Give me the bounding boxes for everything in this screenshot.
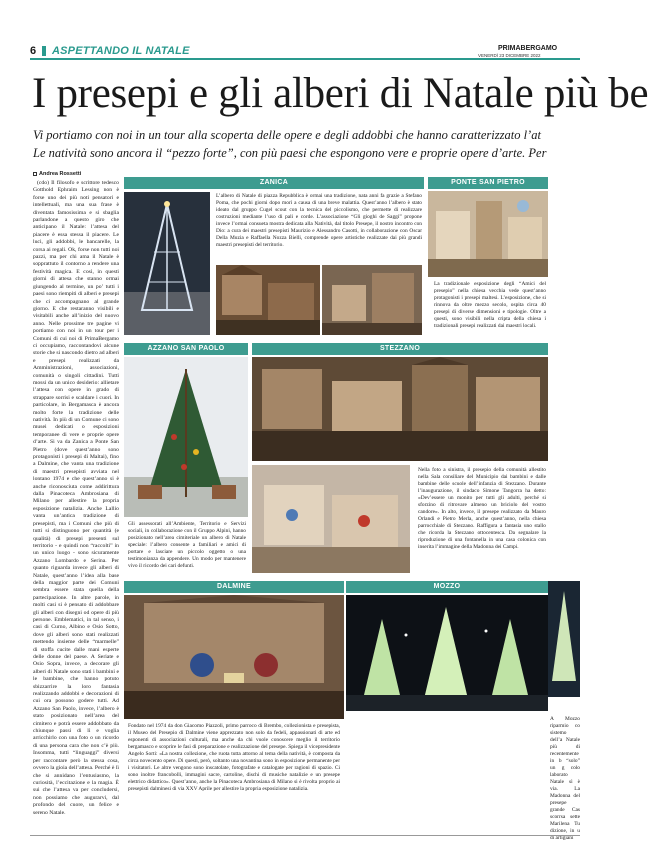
azzano-title: AZZANO SAN PAOLO [124, 343, 248, 355]
byline-author: Andrea Rossetti [39, 171, 82, 177]
ponte-box [428, 177, 548, 337]
byline [33, 171, 81, 177]
mozzo-box [346, 581, 548, 833]
mozzo-title: MOZZO [346, 581, 548, 593]
stezzano-text: Nella foto a sinistra, il presepio della comunità allestito nella Sala consiliare del Municipio dai bambini e dalle bambine delle scuole dell’infanzia di Stezzano. Durante l’inaugurazione, il sindaco Simone Tangorra ha detto: «Dev’essere un monito per tutti gli adulti, perché si sforzino di ritrovare almeno un briciolo del vostro candore». In alto, invece, il presepe realizzato da Mauro Orlandi e Pietro Merla, anche quest’anno, nella chiesa parrocchiale di Stezzano. Raffigura a fantasia uno stallo che ricorda la Stezzano ottocentesca. Da segnalare la riproduzione di una fontanella in una casa colonica con inserita l’immagine della Madonna dei Campi. [418, 467, 546, 550]
zanica-text: L’albero di Natale di piazza Repubblica è ormai una tradizione, nata anni fa grazie a Stefano Poma, che pochi giorni dopo morì a causa di una breve malattia. Quest’anno l’albero è stato ideato dal gruppo Cugel scout con la tecnica del piccolismo, che permette di realizzare costruzioni mediante l’uso di pali e corde. L’associazione “Gli gioghi de Saggi” propone invece l’ormai consueta mostra dedicata alla Natività, dal titolo Presepe, il nostro incontro con Dio: a cura dei maestri presepisti Maurizio e Alessandro Casotti, in collaborazione con Oscar Della Muzia e Raffaella Nozza Bielli, comprende opere artistiche realizzate dai più grandi maestri presepisti del territorio. [216, 193, 422, 248]
ponte-text: La tradizionale esposizione degli “Amici del presepio” nella chiesa vecchia vede quest’anno protagonisti i presepi maltesi. L’esposizione, che si rinnova da oltre mezzo secolo, ospita circa 40 presepi di diverse dimensioni e tipologie. Oltre a questi, sono visibili nella cripta della chiesa i tradizionali presepi realizzati dai maestri locali. [434, 281, 546, 329]
subhead-line-1: Vi portiamo con noi in un tour alla scoperta delle opere e degli addobbi che hanno caratterizzato l’at [33, 128, 541, 142]
zanica-presepe-photo-2 [322, 265, 422, 335]
footer-rule [30, 835, 580, 836]
byline-square-icon [33, 172, 37, 176]
ponte-title: PONTE SAN PIETRO [428, 177, 548, 189]
mozzo-text: A Mozzo riparmio co sistemo dell’a Natale più di recentemente in b “solo” un g colo laborato Natale sì è via. La Madonna del presepe grande Cas scorrsa sette Marilena Tu dizione, in u di artigiani [550, 716, 580, 841]
stezzano-presepe-photo-kids [252, 465, 410, 573]
zanica-box [124, 177, 424, 337]
section-title: ASPETTANDO IL NATALE [52, 45, 190, 57]
header-rule [30, 58, 580, 60]
dalmine-text: Fondato nel 1974 da don Giacomo Piazzoli, primo parroco di Brembo, collezionista e presepista, il Museo del Presepio di Dalmine viene apprezzato non solo da fedeli, appassionati di arte ed esponenti di associazioni culturali, ma anche da chi vuole conoscere meglio il territorio bergamasco e scoprire le fasi di preparazione e realizzazione del presepe. Spiega il vicepresidente Angelo Sorti: «La nostra collezione, che ruota tutta attorno al tema della natività, è composta da circa novecento opere. Di questi, però, soltanto una novantina sono in esposizione permanente per i visitatori. Le altre vengono sono inscatolate, fotografate e catalogate per ragioni di spazio. Ci sono inoltre francobolli, immagini sacre, cartoline, dischi di musiche natalizie e un presepe elettrico didattico». Quest’anno, anche la Pinacoteca Ambrosiana di Milano si è rivolta proprio ai presepisti dalminesi di via XXV Aprile per allestire la propria esposizione natalizia. [128, 723, 340, 792]
stezzano-title: STEZZANO [252, 343, 548, 355]
zanica-tree-photo [124, 192, 210, 335]
section-marker [42, 46, 46, 56]
mozzo-lights-photo [346, 595, 548, 711]
zanica-presepe-photo-1 [216, 265, 320, 335]
azzano-text: Gli assessorati all’Ambiente, Territorio e Servizi sociali, in collaborazione con il Gruppo Alpini, hanno posizionato nell’area cimiteriale un albero di Natale speciale: l’albero consente a familiari e amici di portare e lasciare un piccolo oggetto o una testimonianza da appendere. Un modo per mantenere vivo il ricordo dei cari defunti. [128, 521, 246, 569]
dalmine-presepe-photo [124, 595, 344, 719]
article-body [33, 180, 119, 816]
azzano-box [124, 343, 248, 575]
subhead [33, 126, 546, 162]
ponte-presepe-photo [428, 191, 548, 277]
headline: I presepi e gli alberi di Natale più be [32, 70, 648, 117]
mozzo-side-photo [548, 581, 580, 697]
zanica-title: ZANICA [124, 177, 424, 189]
dalmine-box [124, 581, 344, 833]
page-number: 6 [30, 45, 37, 57]
azzano-tree-photo [124, 357, 248, 517]
dateline: VENERDÌ 23 DICEMBRE 2022 [478, 53, 541, 58]
subhead-line-2: Le natività sono ancora il “pezzo forte”, con più paesi che espongono vere e proprie opere d’arte. Per [33, 146, 547, 160]
dalmine-title: DALMINE [124, 581, 344, 593]
stezzano-box [252, 343, 548, 575]
article-body-text: (cdo) Il filosofo e scrittore tedesco Gotthold Ephraim Lessing non è forse uno dei più noti pensatori e intellettuali, ma una sua frase è diventata famosissima e si sbaglia parlandone a questo giro che anticipano il Natale: l’attesa del piacere è essa stessa il piacere. Le luci, gli addobbi, le bancarelle, la corsa ai regali. Ok, forse non tutti noi pazzi, ma per chi ama il Natale è sopprattuto il contorno a rendere una festività magica. E così, in questi giorni di attesa che stanno ormai giungendo al termine, un po’ tutti i paesi sono riempiti di alberi e presepi che ci accompagnano al grande giorno. E che restaranno visibili e visitabili anche all’inizio del nuovo anno. Nelle prossime tre pagine vi portiamo con noi in un tour per i Comuni di cui noi di PrimaBergamo ci occupiamo, raccontandovi alcune storie che si nascondo dietro ad alberi e presepi realizzati da Amministrazioni, associazioni, comunità o singoli cittadini. Tutti mossi da un unico desiderio: allietare l’attesa con opere in grado di strappare sorrisi e scaldare i cuori. In particolare, in Bergamasca è ancora molto forte la tradizione delle natività. In più di un Comune ci sono musei dedicati o esposizioni temporanee di vere e proprie opere d’arte. Si va da Zanica a Ponte San Pietro (dove quest’anno sono protagonisti i presepi di Maltai), fino a Dalmine, che vanta una tradizione di maestri presepisti avviata nel lontano 1974 e che quest’anno si è anche riconosciuta come addirittura dalla Pinacoteca Ambrosiana di Milano per allestire la propria esposizione natalizia. Anche Lallio vanta un’antica tradizione di presepisti, ma i Comuni che più di tutti si distinguono per quantità (e qualità) di presepi presenti sul territorio - e quindi non “raccolti” in un unico luogo - sono sicuramente Azzano Lombardo e Serina. Per quanto riguarda invece gli alberi di Natale, quest’anno l’idea alla base della maggior parte dei Comuni sembra essere stata quella della partecipazione. In altre parole, in molti casi si è pensato di addobbare gli alberi con disegni od opere di più persone. Emblematici, in tal senso, i casi di Curno, Albino e Osio Sotto, dove gli alberi sono stati realizzati mettendo insieme delle “marmelle” di stoffa cucite dalle mani esperte delle donne del paese. A Seriate e Osio Sopra, invece, a decorare gli alberi di Natale sono stati i bambini e le bambine, che hanno potuto sbizzarrire la loro fantasia realizzando addobbi e decorazioni di cui ora possono godere tutti. Ad Azzano San Paolo, invece, l’albero è stato posizionato nell’area del cimitero e potrà essere addobbato da chiunque passi di lì e voglia arricchirlo con una foto o un ricordo di una persona cara che non c’è più. Insomma, tutti “linguaggi” diversi per raccontare però la stessa cosa, ovvero la gioia dell’attesa. Perché è lì che si annidano l’entusiasmo, la curiosità, l’eccitazione e la magia. È sui che l’attesa va per concludersi, non possiamo che augurarvi, dal profondo del cuore, un felice e sereno Natale. [33, 180, 119, 816]
stezzano-presepe-photo-main [252, 357, 548, 461]
masthead: PRIMABERGAMO [498, 45, 558, 52]
